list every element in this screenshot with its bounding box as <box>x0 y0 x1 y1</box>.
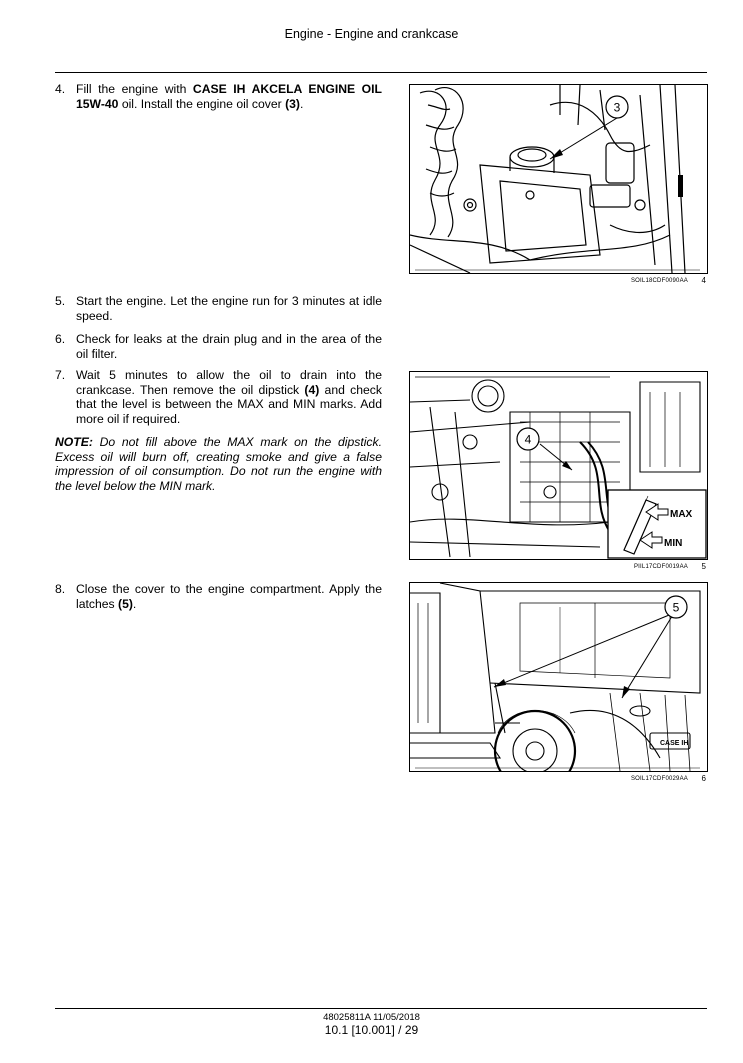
step-5 <box>55 294 382 323</box>
step-6 <box>55 332 382 361</box>
dipstick-inset <box>608 490 706 558</box>
step-8 <box>55 582 382 611</box>
brand-logo: CASE IH <box>660 740 689 747</box>
figure-code: PIIL17CDF0019AA <box>633 564 688 570</box>
engine-cover-illustration <box>410 583 707 771</box>
step-number: 7. <box>55 368 66 382</box>
note <box>55 435 382 493</box>
oil-spec: CASE IH AKCELA ENGINE OIL 15W-40 <box>76 82 382 111</box>
figure-code: SOIL17CDF0029AA <box>630 776 688 782</box>
step-number: 6. <box>55 332 66 346</box>
engine-oil-cover-illustration <box>410 85 707 273</box>
min-label: MIN <box>664 538 683 549</box>
page-header-title: Engine - Engine and crankcase <box>284 27 459 41</box>
max-label: MAX <box>670 509 693 520</box>
note-label: NOTE: <box>55 435 93 449</box>
footer-page-number: 10.1 [10.001] / 29 <box>324 1023 419 1037</box>
footer-rule <box>55 1008 707 1009</box>
step-4 <box>55 82 382 111</box>
callout-ref: (5) <box>118 596 133 611</box>
figure-6-caption <box>409 774 706 786</box>
figure-5-oil-dipstick <box>409 371 708 560</box>
callout-number: 3 <box>613 100 621 115</box>
step-text: Wait 5 minutes to allow the oil to drain into the crankcase. Then remove the oil dipstick (4) and check that the level is between the MAX and MIN marks. Add more oil if required. <box>76 368 382 426</box>
figure-code: SOIL18CDF0090AA <box>630 278 688 284</box>
figure-number: 6 <box>701 774 706 783</box>
callout-number: 5 <box>672 600 680 615</box>
figure-5-caption <box>409 562 706 574</box>
figure-6-engine-cover-latches <box>409 582 708 772</box>
step-7 <box>55 368 382 426</box>
figure-4-caption <box>409 276 706 288</box>
note-text: Do not fill above the MAX mark on the dipstick. Excess oil will burn off, creating smoke and give a false impression of oil consumption. Do not run the engine with the level below the MIN mark. <box>55 435 382 493</box>
step-text: Check for leaks at the drain plug and in the area of the oil filter. <box>76 332 382 361</box>
callout-ref: (3) <box>285 96 300 111</box>
callout-ref: (4) <box>304 382 320 397</box>
step-number: 5. <box>55 294 66 308</box>
figure-number: 4 <box>701 276 706 285</box>
figure-4-engine-oil-cover <box>409 84 708 274</box>
step-number: 4. <box>55 82 66 96</box>
figure-number: 5 <box>701 562 706 571</box>
callout-number: 4 <box>524 432 532 447</box>
step-number: 8. <box>55 582 66 596</box>
oil-dipstick-illustration <box>410 372 707 559</box>
header-rule <box>55 72 707 73</box>
step-text: Fill the engine with CASE IH AKCELA ENGINE OIL 15W-40 oil. Install the engine oil cover (3). <box>76 82 382 111</box>
step-text: Start the engine. Let the engine run for 3 minutes at idle speed. <box>76 294 382 323</box>
footer-document-id: 48025811A 11/05/2018 <box>323 1012 420 1023</box>
step-text: Close the cover to the engine compartment. Apply the latches (5). <box>76 582 382 611</box>
